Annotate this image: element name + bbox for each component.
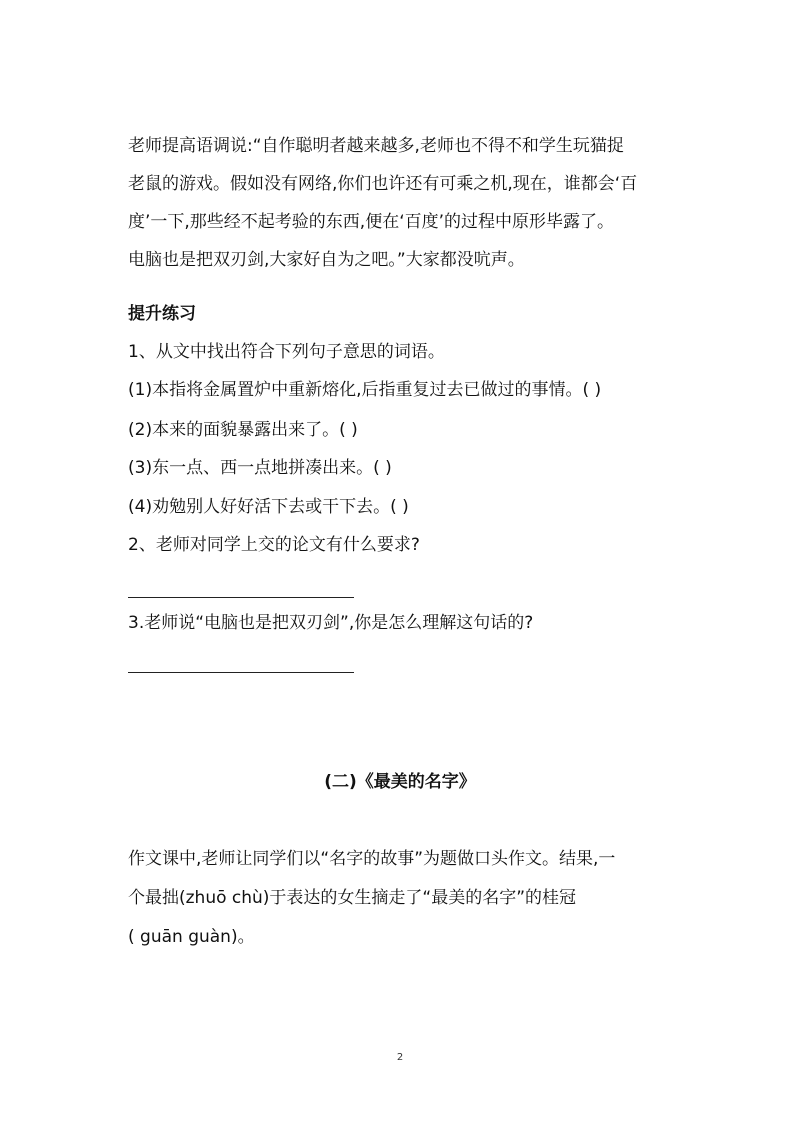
- passage-line: 个最拙(zhuō chù)于表达的女生摘走了“最美的名字”的桂冠: [128, 888, 577, 908]
- question-1-item: (1)本指将金属置炉中重新熔化,后指重复过去已做过的事情。( ): [128, 380, 602, 400]
- question-1-item: (2)本来的面貌暴露出来了。( ): [128, 420, 358, 440]
- page-number: 2: [396, 1052, 404, 1063]
- exercise-heading: 提升练习: [128, 304, 196, 324]
- answer-line-q3: [128, 672, 354, 673]
- passage-line: 老鼠的游戏。假如没有网络,你们也许还有可乘之机,现在，谁都会‘百: [128, 174, 638, 194]
- passage-line: 度’一下,那些经不起考验的东西,便在‘百度’的过程中原形毕露了。: [128, 212, 615, 232]
- question-2: 2、老师对同学上交的论文有什么要求?: [128, 535, 420, 555]
- question-1-item: (4)劝勉别人好好活下去或干下去。( ): [128, 497, 409, 517]
- passage-line: 作文课中,老师让同学们以“名字的故事”为题做口头作文。结果,一: [128, 849, 616, 869]
- section-title: (二)《最美的名字》: [324, 772, 476, 792]
- passage-line: ( guān guàn)。: [128, 927, 255, 947]
- passage-line: 老师提高语调说:“自作聪明者越来越多,老师也不得不和学生玩猫捉: [128, 136, 624, 156]
- question-1-item: (3)东一点、西一点地拼凑出来。( ): [128, 458, 392, 478]
- question-3: 3.老师说“电脑也是把双刃剑”,你是怎么理解这句话的?: [128, 613, 534, 633]
- answer-line-q2: [128, 597, 354, 598]
- question-1: 1、从文中找出符合下列句子意思的词语。: [128, 342, 445, 362]
- passage-line: 电脑也是把双刃剑,大家好自为之吧。”大家都没吭声。: [128, 250, 525, 270]
